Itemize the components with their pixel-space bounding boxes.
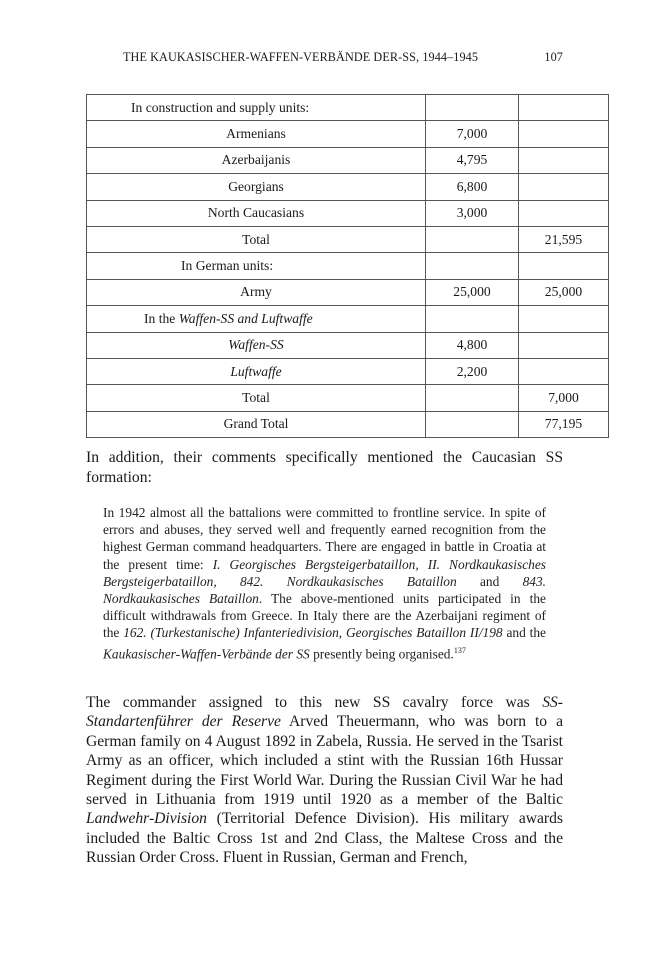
row-value: 2,200	[426, 358, 519, 384]
row-label: Luftwaffe	[87, 358, 426, 384]
row-total	[519, 174, 609, 200]
table-row	[87, 358, 609, 384]
table-row	[87, 332, 609, 358]
row-total	[519, 200, 609, 226]
block-quote	[103, 504, 546, 662]
quote-text: In 1942 almost all the battalions were committed to frontline service. In spite of errors and abuses, they served well and frequently earned recognition from the highest German command headquarters. There are engaged in battle in Croatia at the present time:	[103, 505, 546, 572]
footnote-marker: 137	[453, 645, 466, 655]
row-total: 77,195	[519, 411, 609, 437]
page-number: 107	[544, 50, 563, 64]
table-row	[87, 411, 609, 437]
row-value	[426, 253, 519, 279]
table-row	[87, 200, 609, 226]
row-label-italic: Waffen-SS and Luftwaffe	[178, 310, 313, 326]
row-total	[519, 121, 609, 147]
table-row	[87, 95, 609, 121]
row-value	[426, 306, 519, 332]
row-value: 7,000	[426, 121, 519, 147]
row-label: In German units:	[87, 253, 426, 279]
row-label: Total	[87, 385, 426, 411]
table-row	[87, 174, 609, 200]
row-label: In construction and supply units:	[87, 95, 426, 121]
quote-italic: Kaukasischer-Waffen-Verbände der SS	[103, 646, 310, 662]
manpower-table	[86, 94, 609, 438]
row-label: Army	[87, 279, 426, 305]
quote-italic: 162. (Turkestanische) Infanteriedivision, Georgisches Bataillon II/198	[123, 625, 503, 641]
row-value	[426, 95, 519, 121]
row-total	[519, 253, 609, 279]
row-total	[519, 332, 609, 358]
row-value: 3,000	[426, 200, 519, 226]
body-text: The commander assigned to this new SS cavalry force was	[86, 694, 543, 711]
row-value: 6,800	[426, 174, 519, 200]
row-label: Georgians	[87, 174, 426, 200]
row-total: 7,000	[519, 385, 609, 411]
table-row	[87, 279, 609, 305]
row-label: Total	[87, 226, 426, 252]
row-label: Waffen-SS	[87, 332, 426, 358]
running-title: THE KAUKASISCHER-WAFFEN-VERBÄNDE DER-SS, 1944–1945	[123, 50, 479, 64]
table-row	[87, 253, 609, 279]
quote-text: . The above-mentioned units participated in the difficult withdrawals from Greece. In Italy there are the Azerbaijani regiment of the	[103, 591, 547, 641]
row-label-prefix: In the	[144, 310, 179, 326]
row-label: Azerbaijanis	[87, 147, 426, 173]
intro-paragraph: In addition, their comments specifically mentioned the Caucasian SS formation:	[86, 449, 563, 486]
table-row	[87, 306, 609, 332]
row-total	[519, 306, 609, 332]
body-italic: SS-Standartenführer der Reserve	[86, 694, 563, 731]
row-value	[426, 385, 519, 411]
table-row	[87, 147, 609, 173]
quote-text: and the	[502, 625, 546, 641]
table-row	[87, 226, 609, 252]
quote-italic: 843. Nordkaukasisches Bataillon	[103, 573, 547, 607]
body-paragraph	[86, 693, 563, 868]
row-label: North Caucasians	[87, 200, 426, 226]
row-total: 21,595	[519, 226, 609, 252]
row-value	[426, 411, 519, 437]
row-value	[426, 226, 519, 252]
row-label: Armenians	[87, 121, 426, 147]
body-text: Arved Theuermann, who was born to a German family on 4 August 1892 in Zabela, Russia. He served in the Tsarist Army as an officer, which included a stint with the Russian 16th Hussar Regiment during the First World War. During the Russian Civil War he had served in Lithuania from 1919 until 1920 as a member of the Baltic	[86, 713, 563, 809]
row-total	[519, 358, 609, 384]
table-row	[87, 121, 609, 147]
quote-text: presently being organised.	[309, 646, 454, 662]
row-total	[519, 147, 609, 173]
row-value: 4,800	[426, 332, 519, 358]
quote-italic: I. Georgisches Bergsteigerbataillon, II. Nordkaukasisches Bergsteigerbataillon, 842. Nordkaukasisches Bataillon	[103, 556, 546, 589]
body-text: (Territorial Defence Division). His military awards included the Baltic Cross 1st and 2nd Class, the Maltese Cross and the Russian Order Cross. Fluent in Russian, German and French,	[86, 810, 563, 867]
row-total	[519, 95, 609, 121]
running-header	[123, 50, 563, 68]
body-italic: Landwehr-Division	[86, 810, 207, 828]
table-row	[87, 385, 609, 411]
row-label: Grand Total	[87, 411, 426, 437]
row-value: 25,000	[426, 279, 519, 305]
row-total: 25,000	[519, 279, 609, 305]
row-label	[87, 306, 426, 332]
row-value: 4,795	[426, 147, 519, 173]
quote-text: and	[456, 573, 523, 589]
